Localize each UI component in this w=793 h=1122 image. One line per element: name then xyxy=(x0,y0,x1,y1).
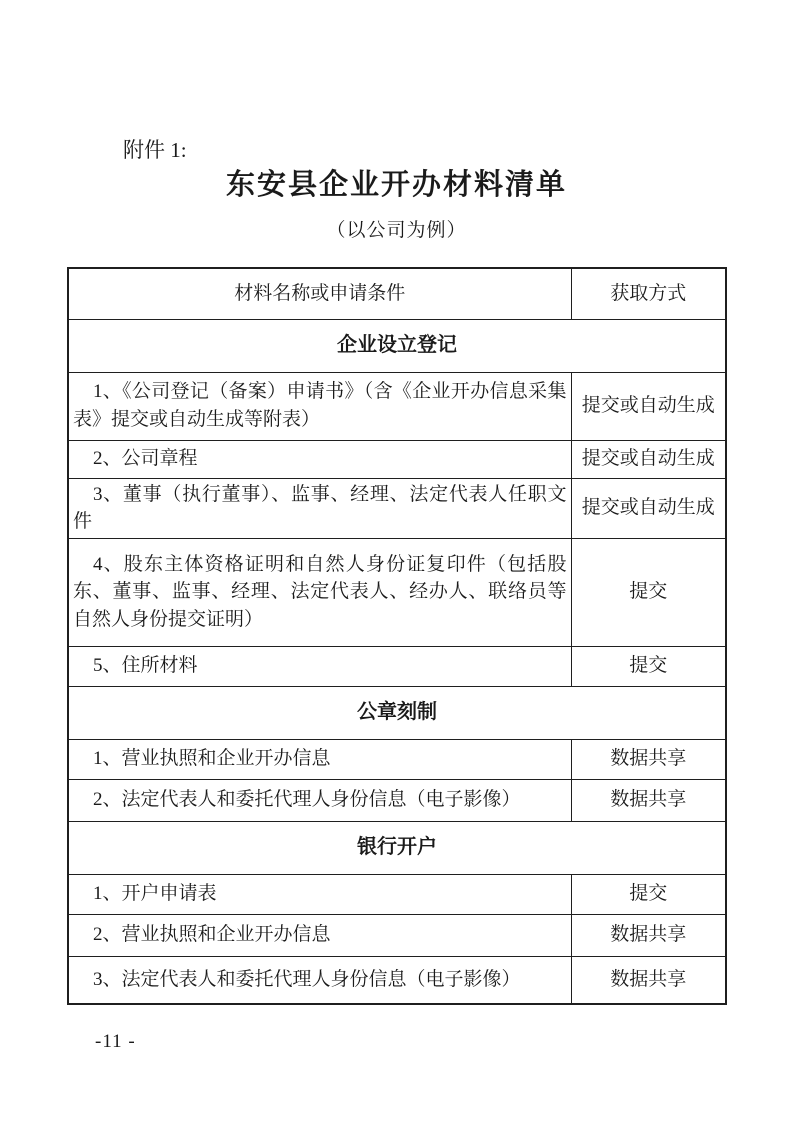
page-number: -11 - xyxy=(95,1031,136,1052)
table-row xyxy=(68,538,726,646)
material-item: 2、公司章程 xyxy=(68,440,571,478)
table-row xyxy=(68,956,726,1004)
material-item: 1、《公司登记（备案）申请书》（含《企业开办信息采集表》提交或自动生成等附表） xyxy=(68,372,571,440)
attachment-label: 附件 1: xyxy=(123,138,187,162)
material-item: 5、住所材料 xyxy=(68,646,571,686)
document-subtitle: （以公司为例） xyxy=(326,220,467,241)
table-row xyxy=(68,874,726,914)
acquisition-method: 提交或自动生成 xyxy=(571,372,726,440)
table-row xyxy=(68,440,726,478)
acquisition-method: 提交或自动生成 xyxy=(571,440,726,478)
material-item: 1、营业执照和企业开办信息 xyxy=(68,739,571,779)
material-item: 3、董事（执行董事）、监事、经理、法定代表人任职文件 xyxy=(68,478,571,538)
acquisition-method: 提交 xyxy=(571,874,726,914)
section-title: 企业设立登记 xyxy=(68,319,726,372)
table-row xyxy=(68,372,726,440)
acquisition-method: 提交 xyxy=(571,538,726,646)
section-header-bank-account xyxy=(68,821,726,874)
column-header-method: 获取方式 xyxy=(571,268,726,319)
material-item: 1、开户申请表 xyxy=(68,874,571,914)
acquisition-method: 提交 xyxy=(571,646,726,686)
section-title: 银行开户 xyxy=(68,821,726,874)
section-title: 公章刻制 xyxy=(68,686,726,739)
acquisition-method: 数据共享 xyxy=(571,914,726,956)
material-item: 4、股东主体资格证明和自然人身份证复印件（包括股东、董事、监事、经理、法定代表人、经办人、联络员等自然人身份提交证明） xyxy=(68,538,571,646)
table-row xyxy=(68,646,726,686)
materials-table xyxy=(67,267,727,1005)
table-row xyxy=(68,478,726,538)
table-row xyxy=(68,914,726,956)
material-item: 2、营业执照和企业开办信息 xyxy=(68,914,571,956)
table-row xyxy=(68,779,726,821)
section-header-seal-engraving xyxy=(68,686,726,739)
acquisition-method: 数据共享 xyxy=(571,956,726,1004)
column-header-materials: 材料名称或申请条件 xyxy=(68,268,571,319)
acquisition-method: 数据共享 xyxy=(571,779,726,821)
acquisition-method: 数据共享 xyxy=(571,739,726,779)
table-row xyxy=(68,739,726,779)
table-header-row xyxy=(68,268,726,319)
material-item: 3、法定代表人和委托代理人身份信息（电子影像） xyxy=(68,956,571,1004)
material-item: 2、法定代表人和委托代理人身份信息（电子影像） xyxy=(68,779,571,821)
document-title: 东安县企业开办材料清单 xyxy=(225,169,567,201)
acquisition-method: 提交或自动生成 xyxy=(571,478,726,538)
section-header-enterprise-registration xyxy=(68,319,726,372)
